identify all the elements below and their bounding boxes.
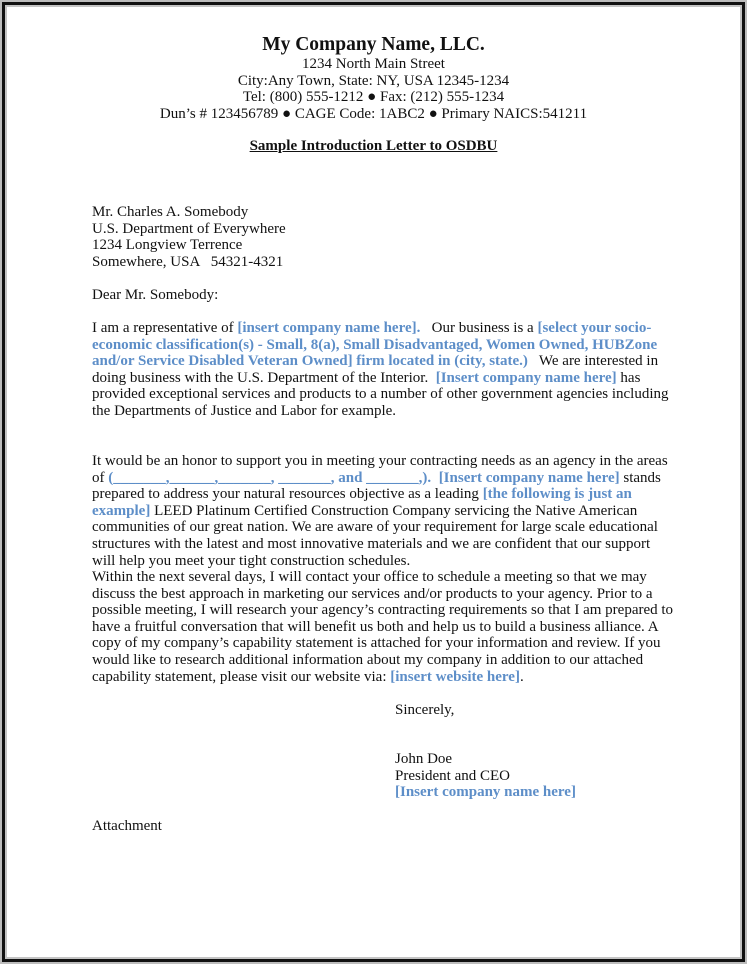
paragraph-line: [92, 470, 662, 487]
body-text: I am a representative of: [92, 320, 238, 336]
letter-subject: Sample Introduction Letter to OSDBU: [249, 138, 498, 154]
signer-name: John Doe: [395, 751, 453, 767]
body-text: prepared to address your natural resources objective as a leading: [92, 486, 483, 503]
body-text: will help you meet your tight construction schedules.: [92, 552, 411, 569]
placeholder-classification: [select your socio-: [537, 320, 652, 336]
company-street: 1234 North Main Street: [302, 56, 445, 72]
paragraph-line: [92, 370, 662, 387]
recipient-street: 1234 Longview Terrence: [92, 237, 243, 254]
company-city-line: City:Any Town, State: NY, USA 12345-1234: [237, 72, 510, 89]
placeholder-website: [insert website here]: [390, 668, 520, 685]
body-text: communities of our great nation. We are aware of your requirement for large scale educational: [92, 519, 658, 536]
placeholder-areas: (_______,______,_______, _______, and _______,).: [108, 469, 432, 486]
placeholder-example: [the following is just an: [482, 486, 632, 503]
body-text: discuss the best approach in marketing our services and/or products to your agency. Prior to a: [92, 585, 653, 602]
body-text: .: [519, 668, 524, 685]
body-text: It would be an honor to support you in meeting your contracting needs as an agency in the areas: [92, 453, 668, 469]
body-text: have a fruitful conversation that will benefit us both and help us to build a business alliance. A: [92, 618, 659, 635]
placeholder-company-name: [Insert company name here]: [435, 369, 617, 386]
body-text: possible meeting, I will research your agency’s contracting requirements so that I am prepared to: [92, 602, 674, 619]
placeholder-example: example]: [92, 502, 151, 519]
paragraph-introduction: [92, 320, 669, 420]
paragraph-line: [92, 503, 662, 520]
placeholder-classification: and/or Service Disabled Veteran Owned] firm located in (city, state.): [92, 353, 528, 370]
placeholder-company-name: [Insert company name here]: [438, 469, 620, 486]
attachment-label: Attachment: [92, 818, 162, 834]
body-text: We are interested in: [527, 353, 659, 370]
body-text: the Departments of Justice and Labor for example.: [92, 402, 397, 419]
paragraph-support: [92, 453, 668, 569]
recipient-organization: U.S. Department of Everywhere: [92, 220, 286, 237]
salutation: Dear Mr. Somebody:: [92, 287, 219, 303]
body-text: LEED Platinum Certified Construction Company servicing the Native American: [150, 502, 638, 519]
body-text: stands: [619, 469, 661, 486]
body-text: would like to research additional information about my company in addition to our attached: [92, 651, 644, 668]
placeholder-classification: economic classification(s) - Small, 8(a), Small Disadvantaged, Women Owned, HUBZone: [92, 336, 658, 353]
body-text: copy of my company’s capability statement is attached for your information and review. If you: [92, 635, 661, 652]
body-text: has: [616, 369, 641, 386]
recipient-address: [92, 204, 662, 270]
body-text: [431, 470, 439, 486]
body-text: doing business with the U.S. Department of the Interior.: [92, 369, 436, 386]
placeholder-company-name: [insert company name here].: [237, 320, 421, 336]
body-text: provided exceptional services and products to a number of other government agencies including: [92, 386, 669, 403]
paragraph-line: [92, 353, 662, 370]
recipient-name: Mr. Charles A. Somebody: [92, 204, 249, 220]
company-name: My Company Name, LLC.: [262, 34, 485, 55]
company-phone-line: Tel: (800) 555-1212 ● Fax: (212) 555-1234: [242, 89, 505, 105]
paragraph-line: [92, 486, 662, 503]
body-text: Our business is a: [420, 320, 538, 336]
paragraph-line: [92, 320, 662, 337]
body-text: of: [92, 469, 109, 486]
body-text: Within the next several days, I will contact your office to schedule a meeting so that we may: [92, 569, 647, 585]
paragraph-line: [92, 669, 662, 686]
company-ids-line: Dun’s # 123456789 ● CAGE Code: 1ABC2 ● Primary NAICS:541211: [159, 105, 588, 122]
letterhead: [0, 34, 747, 122]
body-text: structures with the latest and most innovative materials and we are confident that our support: [92, 535, 651, 552]
placeholder-company-name: [Insert company name here]: [395, 784, 576, 801]
signer-title: President and CEO: [395, 767, 510, 784]
signature-block: [395, 751, 576, 801]
paragraph-meeting: [92, 569, 674, 685]
valediction: Sincerely,: [395, 702, 455, 718]
body-text: capability statement, please visit our website via:: [92, 668, 391, 685]
recipient-city: Somewhere, USA 54321-4321: [92, 253, 284, 270]
